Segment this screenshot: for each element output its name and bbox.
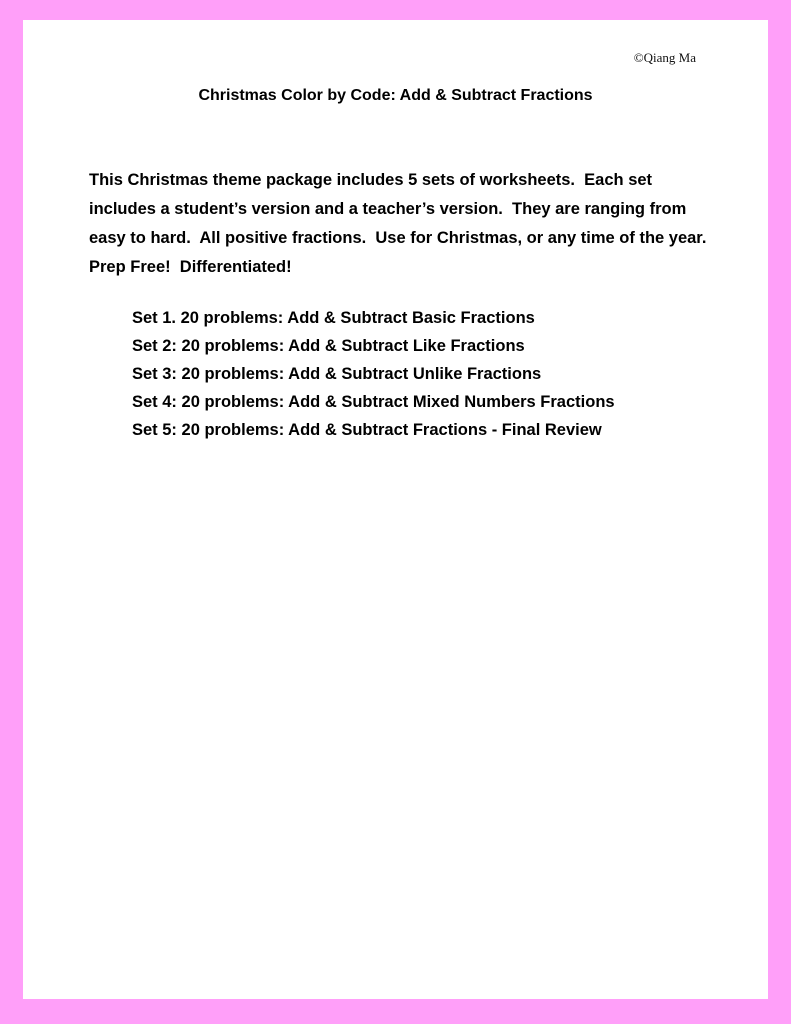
- set-item: Set 3: 20 problems: Add & Subtract Unlike Fractions: [132, 365, 542, 383]
- document-page: [23, 20, 768, 999]
- set-item: Set 4: 20 problems: Add & Subtract Mixed Numbers Fractions: [132, 393, 615, 411]
- set-item: Set 2: 20 problems: Add & Subtract Like Fractions: [132, 337, 525, 355]
- set-item: Set 1. 20 problems: Add & Subtract Basic Fractions: [132, 309, 535, 327]
- set-item: Set 5: 20 problems: Add & Subtract Fractions - Final Review: [132, 421, 602, 439]
- document-title: Christmas Color by Code: Add & Subtract Fractions: [198, 87, 593, 104]
- sets-list: [132, 304, 615, 444]
- copyright-notice: ©Qiang Ma: [633, 50, 696, 65]
- intro-paragraph: This Christmas theme package includes 5 sets of worksheets. Each set includes a student’s version and a teacher’s version. They are ranging from easy to hard. All positive fractions. Use for Christmas, or any time of the year. Prep Free! Differentiated!: [89, 171, 716, 276]
